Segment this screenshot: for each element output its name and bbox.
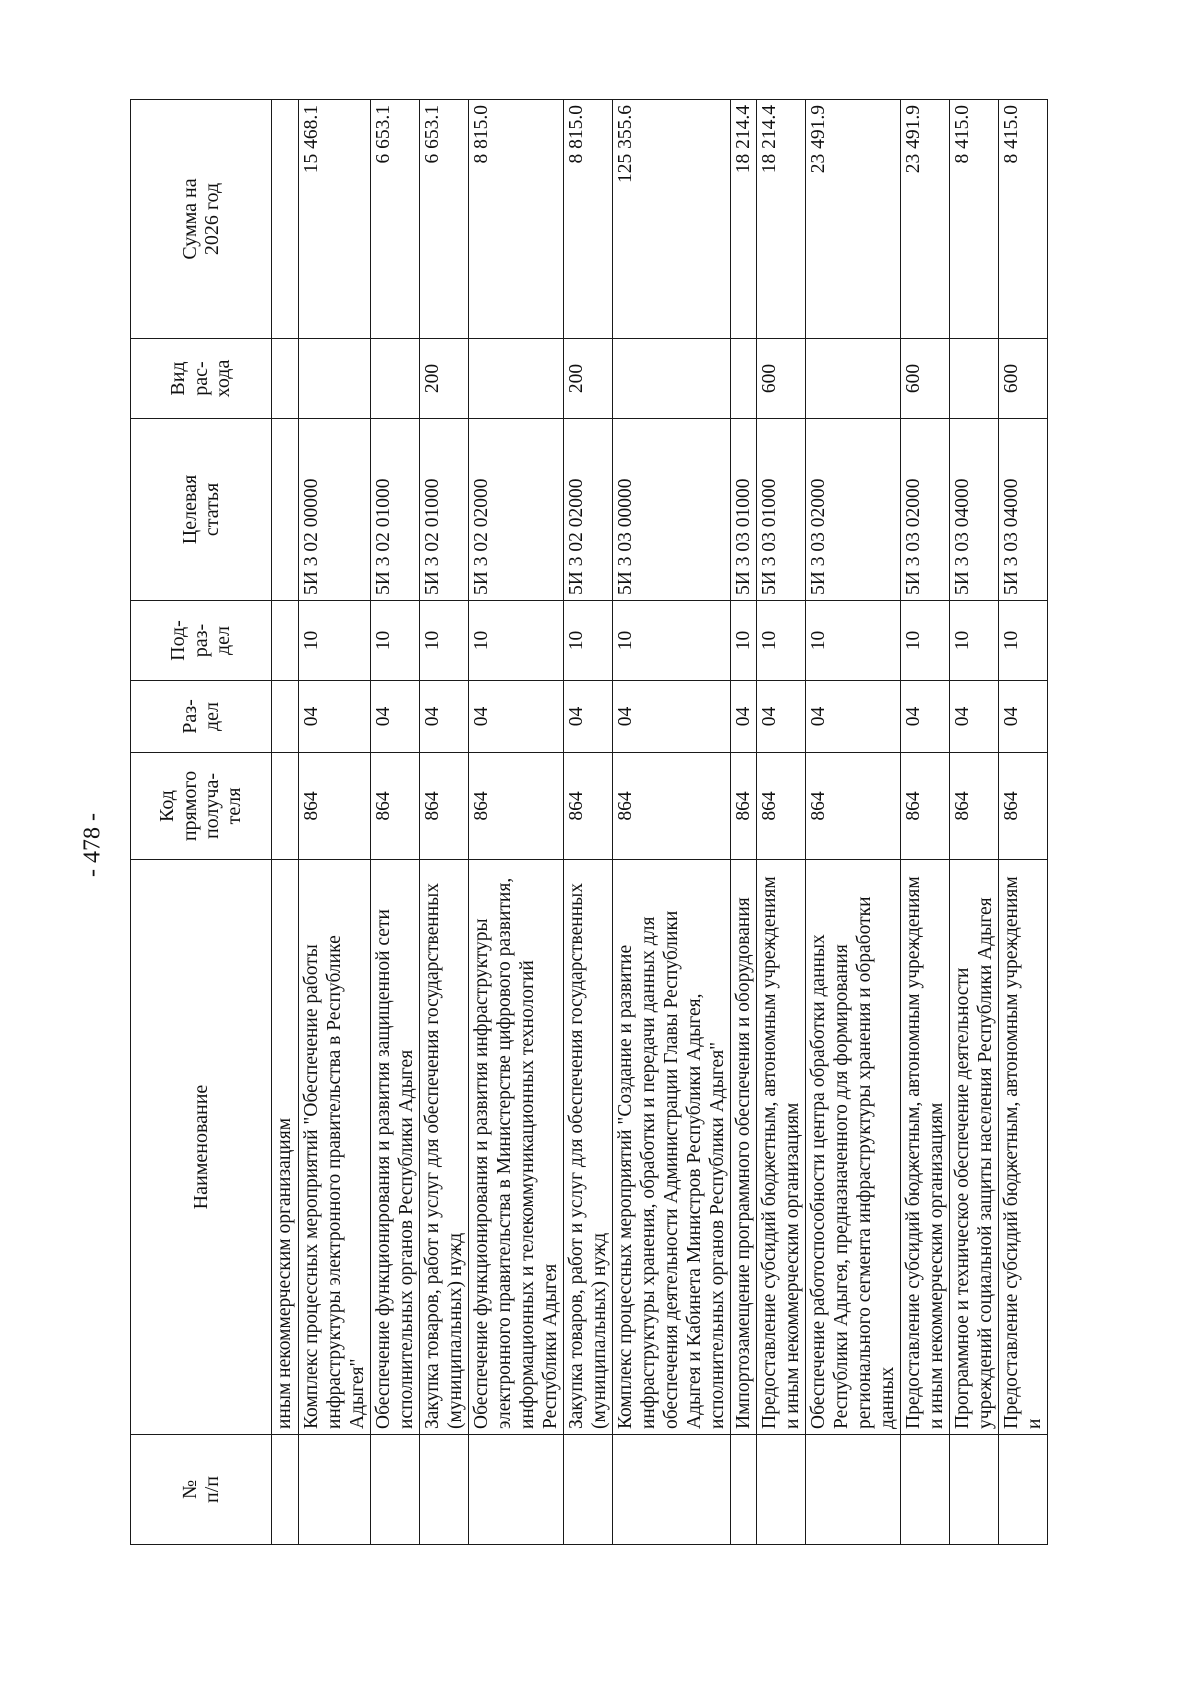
cell-target-article: 5И 3 03 01000 [731, 419, 757, 601]
cell-recipient-code [272, 753, 299, 860]
cell-sum: 125 355.6 [613, 100, 731, 339]
cell-sum: 6 653.1 [371, 100, 420, 339]
cell-num [272, 1435, 299, 1545]
cell-name: Программное и техническое обеспечение деятельности учреждений социальной защиты населения Республики Адыгея [950, 860, 999, 1435]
cell-expense-type: 200 [420, 339, 469, 419]
cell-name: Предоставление субсидий бюджетным, автономным учреждениям и иным некоммерческим организациям [901, 860, 950, 1435]
cell-target-article: 5И 3 03 02000 [901, 419, 950, 601]
cell-section: 04 [469, 681, 564, 753]
cell-section: 04 [901, 681, 950, 753]
cell-recipient-code: 864 [901, 753, 950, 860]
cell-expense-type: 600 [757, 339, 806, 419]
cell-recipient-code: 864 [469, 753, 564, 860]
cell-section: 04 [371, 681, 420, 753]
cell-recipient-code: 864 [806, 753, 901, 860]
cell-section: 04 [806, 681, 901, 753]
cell-recipient-code: 864 [613, 753, 731, 860]
cell-expense-type: 600 [901, 339, 950, 419]
cell-target-article: 5И 3 03 04000 [999, 419, 1048, 601]
cell-subsection: 10 [469, 601, 564, 681]
cell-name: Закупка товаров, работ и услуг для обеспечения государственных (муниципальных) нужд [420, 860, 469, 1435]
cell-name: иным некоммерческим организациям [272, 860, 299, 1435]
cell-expense-type: 200 [564, 339, 613, 419]
table-row [999, 100, 1048, 1545]
header-target-article: Целевая статья [131, 419, 272, 601]
table-row [272, 100, 299, 1545]
cell-name: Обеспечение функционирования и развития защищенной сети исполнительных органов Республики Адыгея [371, 860, 420, 1435]
cell-target-article [272, 419, 299, 601]
cell-subsection: 10 [564, 601, 613, 681]
cell-target-article: 5И 3 02 01000 [371, 419, 420, 601]
cell-recipient-code: 864 [564, 753, 613, 860]
table-header-row [131, 100, 272, 1545]
cell-section: 04 [613, 681, 731, 753]
cell-recipient-code: 864 [731, 753, 757, 860]
cell-sum: 18 214.4 [757, 100, 806, 339]
table-row [806, 100, 901, 1545]
table-row [469, 100, 564, 1545]
table-row [420, 100, 469, 1545]
cell-subsection: 10 [901, 601, 950, 681]
cell-section: 04 [299, 681, 371, 753]
cell-target-article: 5И 3 03 00000 [613, 419, 731, 601]
table-row [564, 100, 613, 1545]
cell-recipient-code: 864 [371, 753, 420, 860]
cell-subsection: 10 [999, 601, 1048, 681]
table-row [371, 100, 420, 1545]
table-row [613, 100, 731, 1545]
rotated-page-content [130, 100, 1075, 1545]
cell-recipient-code: 864 [420, 753, 469, 860]
cell-subsection: 10 [299, 601, 371, 681]
table-row [950, 100, 999, 1545]
cell-target-article: 5И 3 02 00000 [299, 419, 371, 601]
cell-expense-type [371, 339, 420, 419]
cell-sum: 8 415.0 [950, 100, 999, 339]
cell-sum: 8 415.0 [999, 100, 1048, 339]
cell-section: 04 [999, 681, 1048, 753]
cell-target-article: 5И 3 03 04000 [950, 419, 999, 601]
cell-num [806, 1435, 901, 1545]
header-subsection: Под- раз- дел [131, 601, 272, 681]
cell-name: Закупка товаров, работ и услуг для обеспечения государственных (муниципальных) нужд [564, 860, 613, 1435]
cell-section: 04 [757, 681, 806, 753]
page-number: - 478 - [79, 813, 106, 877]
cell-sum: 23 491.9 [806, 100, 901, 339]
cell-subsection: 10 [757, 601, 806, 681]
cell-name: Обеспечение функционирования и развития инфраструктуры электронного правительства в Министерстве цифрового развития, информационных и телекоммуникационных технологий Республики Адыгея [469, 860, 564, 1435]
cell-sum: 8 815.0 [564, 100, 613, 339]
cell-num [901, 1435, 950, 1545]
header-recipient-code: Код прямого получа- теля [131, 753, 272, 860]
cell-sum: 23 491.9 [901, 100, 950, 339]
cell-subsection: 10 [371, 601, 420, 681]
cell-expense-type: 600 [999, 339, 1048, 419]
header-num: № п/п [131, 1435, 272, 1545]
cell-section: 04 [564, 681, 613, 753]
header-sum-2026: Сумма на 2026 год [131, 100, 272, 339]
cell-num [757, 1435, 806, 1545]
cell-subsection: 10 [806, 601, 901, 681]
cell-sum: 15 468.1 [299, 100, 371, 339]
cell-num [299, 1435, 371, 1545]
header-section: Раз- дел [131, 681, 272, 753]
cell-name: Обеспечение работоспособности центра обработки данных Республики Адыгея, предназначенного для формирования регионального сегмента инфраструктуры хранения и обработки данных [806, 860, 901, 1435]
cell-recipient-code: 864 [950, 753, 999, 860]
cell-num [564, 1435, 613, 1545]
cell-sum: 8 815.0 [469, 100, 564, 339]
cell-expense-type [299, 339, 371, 419]
cell-num [731, 1435, 757, 1545]
cell-name: Предоставление субсидий бюджетным, автономным учреждениям и [999, 860, 1048, 1435]
cell-name: Предоставление субсидий бюджетным, автономным учреждениям и иным некоммерческим организациям [757, 860, 806, 1435]
cell-recipient-code: 864 [757, 753, 806, 860]
cell-num [613, 1435, 731, 1545]
cell-recipient-code: 864 [299, 753, 371, 860]
cell-sum [272, 100, 299, 339]
table-row [757, 100, 806, 1545]
header-expense-type: Вид рас- хода [131, 339, 272, 419]
cell-subsection: 10 [613, 601, 731, 681]
cell-subsection: 10 [731, 601, 757, 681]
table-row [299, 100, 371, 1545]
cell-sum: 18 214.4 [731, 100, 757, 339]
cell-subsection [272, 601, 299, 681]
cell-target-article: 5И 3 03 01000 [757, 419, 806, 601]
cell-expense-type [613, 339, 731, 419]
cell-section [272, 681, 299, 753]
budget-table [130, 99, 1048, 1545]
cell-name: Импортозамещение программного обеспечения и оборудования [731, 860, 757, 1435]
cell-target-article: 5И 3 02 02000 [564, 419, 613, 601]
cell-section: 04 [420, 681, 469, 753]
table-row [901, 100, 950, 1545]
cell-num [469, 1435, 564, 1545]
cell-section: 04 [731, 681, 757, 753]
cell-target-article: 5И 3 03 02000 [806, 419, 901, 601]
cell-expense-type [950, 339, 999, 419]
cell-subsection: 10 [950, 601, 999, 681]
cell-expense-type [806, 339, 901, 419]
cell-name: Комплекс процессных мероприятий "Создание и развитие инфраструктуры хранения, обработки и передачи данных для обеспечения деятельности Администрации Главы Республики Адыгея и Кабинета Министров Республики Адыгея, исполнительных органов Республики Адыгея" [613, 860, 731, 1435]
cell-target-article: 5И 3 02 02000 [469, 419, 564, 601]
cell-target-article: 5И 3 02 01000 [420, 419, 469, 601]
cell-subsection: 10 [420, 601, 469, 681]
cell-sum: 6 653.1 [420, 100, 469, 339]
cell-expense-type [272, 339, 299, 419]
cell-num [371, 1435, 420, 1545]
cell-expense-type [469, 339, 564, 419]
header-name: Наименование [131, 860, 272, 1435]
cell-expense-type [731, 339, 757, 419]
cell-num [999, 1435, 1048, 1545]
cell-recipient-code: 864 [999, 753, 1048, 860]
cell-num [950, 1435, 999, 1545]
cell-section: 04 [950, 681, 999, 753]
cell-num [420, 1435, 469, 1545]
cell-name: Комплекс процессных мероприятий "Обеспечение работы инфраструктуры электронного правительства в Республике Адыгея" [299, 860, 371, 1435]
table-row [731, 100, 757, 1545]
